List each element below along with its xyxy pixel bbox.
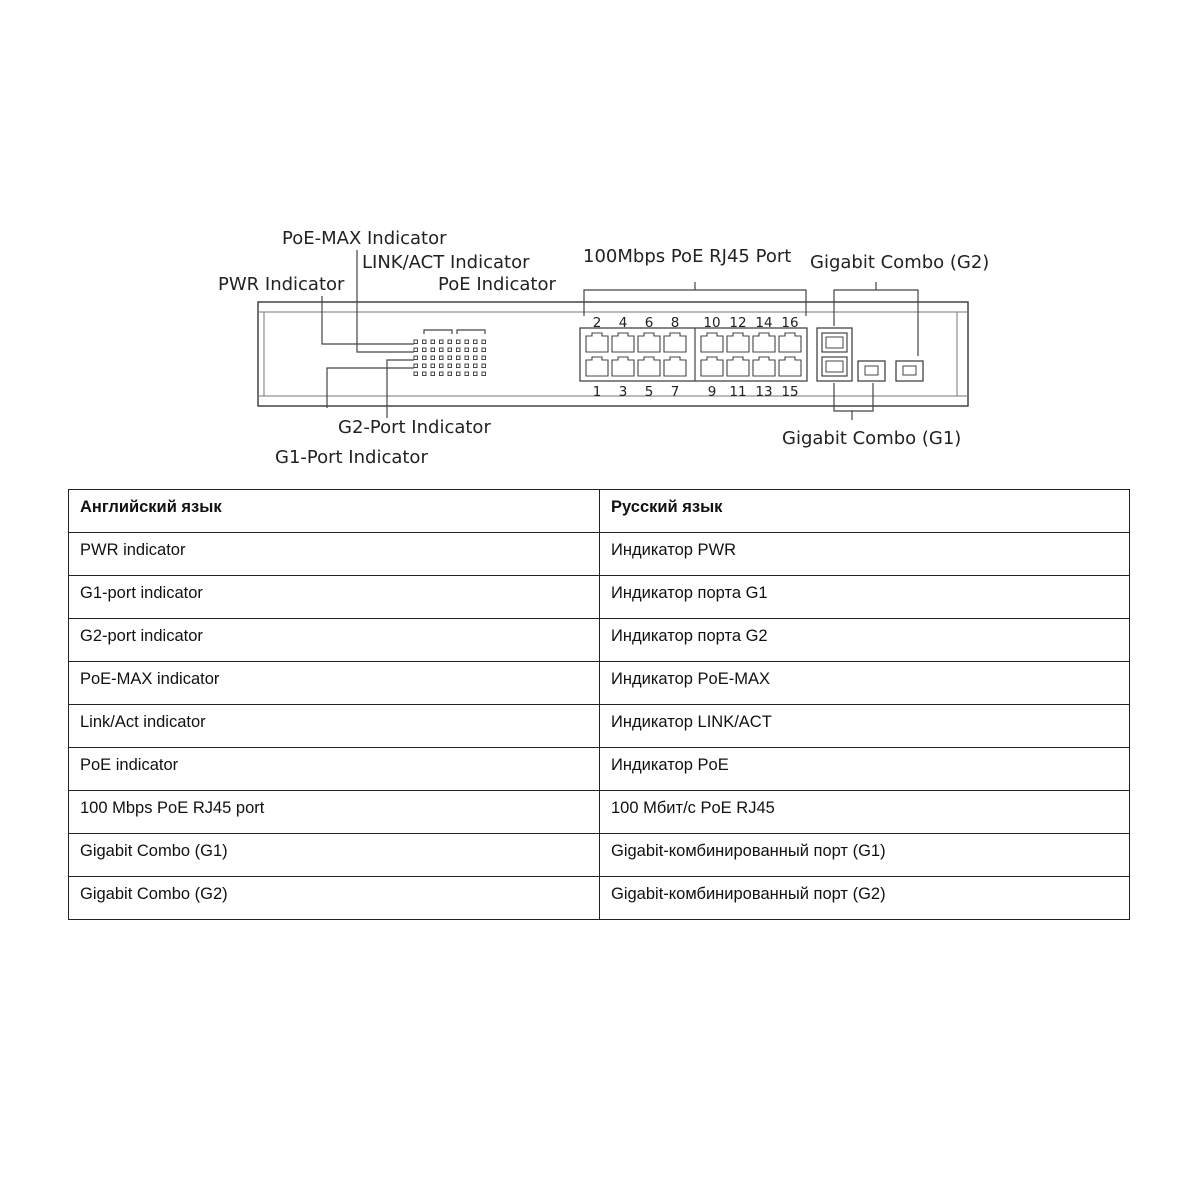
led-indicator [414,340,418,344]
led-indicator [465,372,469,376]
port-number-top: 8 [670,315,680,331]
led-indicator [431,372,435,376]
rj45-port [701,333,723,352]
led-indicator [465,348,469,352]
led-indicator [457,372,461,376]
sfp-port-g2 [896,361,923,381]
table-row [69,834,1130,877]
led-indicator [440,348,444,352]
led-indicator [482,356,486,360]
rj45-port [753,357,775,376]
cell-english: PoE indicator [69,748,600,791]
led-indicator [414,348,418,352]
label-100mbps-poe-rj45-port: 100Mbps PoE RJ45 Port [583,246,792,267]
led-indicator [474,364,478,368]
table-row [69,533,1130,576]
cell-english: G1-port indicator [69,576,600,619]
led-indicator [465,364,469,368]
port-number-bottom: 7 [670,384,680,400]
led-indicator [465,356,469,360]
table-row [69,576,1130,619]
table-row [69,705,1130,748]
port-number-bottom: 3 [618,384,628,400]
rj45-port [727,333,749,352]
cell-russian: Индикатор PoE [600,748,1130,791]
led-indicator [448,340,452,344]
label-pwr-indicator: PWR Indicator [218,274,345,295]
port-number-bottom: 15 [781,384,799,400]
translation-table-container [68,489,1130,920]
cell-english: PWR indicator [69,533,600,576]
rj45-port [779,333,801,352]
rj45-port [612,333,634,352]
led-indicator [448,364,452,368]
table-header-row [69,490,1130,533]
led-indicator [448,372,452,376]
rj45-port [638,357,660,376]
rj45-port [779,357,801,376]
led-indicator [448,356,452,360]
led-indicator [423,356,427,360]
led-indicator [457,356,461,360]
translation-table [68,489,1130,920]
port-number-top: 10 [703,315,721,331]
label-poe-indicator: PoE Indicator [438,274,556,295]
led-indicator [431,340,435,344]
port-number-top: 12 [729,315,747,331]
rj45-port [753,333,775,352]
led-indicator [474,356,478,360]
led-indicator [414,372,418,376]
switch-front-panel-diagram [0,0,1200,480]
port-number-bottom: 1 [592,384,602,400]
led-indicator [423,364,427,368]
led-indicator [482,364,486,368]
led-indicator [474,340,478,344]
sfp-port-g1 [858,361,885,381]
cell-russian: Gigabit-комбинированный порт (G2) [600,877,1130,920]
table-row [69,748,1130,791]
cell-russian: Индикатор LINK/ACT [600,705,1130,748]
label-gigabit-combo-g2: Gigabit Combo (G2) [810,252,990,273]
table-row [69,877,1130,920]
cell-english: Gigabit Combo (G1) [69,834,600,877]
led-indicator [431,356,435,360]
cell-english: 100 Mbps PoE RJ45 port [69,791,600,834]
led-indicator [448,348,452,352]
rj45-port [638,333,660,352]
led-indicator [423,340,427,344]
rj45-port [664,357,686,376]
rj45-port [612,357,634,376]
cell-english: Gigabit Combo (G2) [69,877,600,920]
led-indicator [457,364,461,368]
header-english: Английский язык [69,490,600,533]
led-indicator [440,356,444,360]
led-indicator [423,348,427,352]
cell-russian: Индикатор порта G1 [600,576,1130,619]
label-g1-port-indicator: G1-Port Indicator [275,447,428,468]
led-indicator [440,340,444,344]
cell-english: G2-port indicator [69,619,600,662]
port-number-top: 4 [618,315,628,331]
led-indicator [482,348,486,352]
cell-russian: Gigabit-комбинированный порт (G1) [600,834,1130,877]
led-indicator [474,372,478,376]
cell-russian: Индикатор порта G2 [600,619,1130,662]
cell-russian: Индикатор PWR [600,533,1130,576]
header-russian: Русский язык [600,490,1130,533]
led-indicator [414,364,418,368]
led-indicator [431,348,435,352]
label-gigabit-combo-g1: Gigabit Combo (G1) [782,428,962,449]
label-g2-port-indicator: G2-Port Indicator [338,417,491,438]
led-indicator [431,364,435,368]
led-indicator [457,340,461,344]
rj45-port [586,333,608,352]
led-indicator [465,340,469,344]
cell-english: PoE-MAX indicator [69,662,600,705]
led-indicator [414,356,418,360]
port-number-top: 16 [781,315,799,331]
rj45-port [727,357,749,376]
port-number-top: 6 [644,315,654,331]
port-number-bottom: 11 [729,384,747,400]
cell-english: Link/Act indicator [69,705,600,748]
led-indicator [474,348,478,352]
cell-russian: 100 Мбит/с PoE RJ45 [600,791,1130,834]
port-number-top: 14 [755,315,773,331]
led-indicator [482,372,486,376]
table-row [69,662,1130,705]
led-indicator [457,348,461,352]
rj45-port [586,357,608,376]
led-indicator [482,340,486,344]
port-number-top: 2 [592,315,602,331]
port-number-bottom: 13 [755,384,773,400]
label-poe-max-indicator: PoE-MAX Indicator [282,228,447,249]
port-number-bottom: 5 [644,384,654,400]
led-indicator [440,364,444,368]
led-indicator [440,372,444,376]
rj45-port [664,333,686,352]
poe-rj45-port-block [580,328,807,381]
table-row [69,619,1130,662]
port-number-bottom: 9 [707,384,717,400]
cell-russian: Индикатор PoE-MAX [600,662,1130,705]
label-link-act-indicator: LINK/ACT Indicator [362,252,530,273]
table-row [69,791,1130,834]
rj45-port [701,357,723,376]
led-indicator [423,372,427,376]
